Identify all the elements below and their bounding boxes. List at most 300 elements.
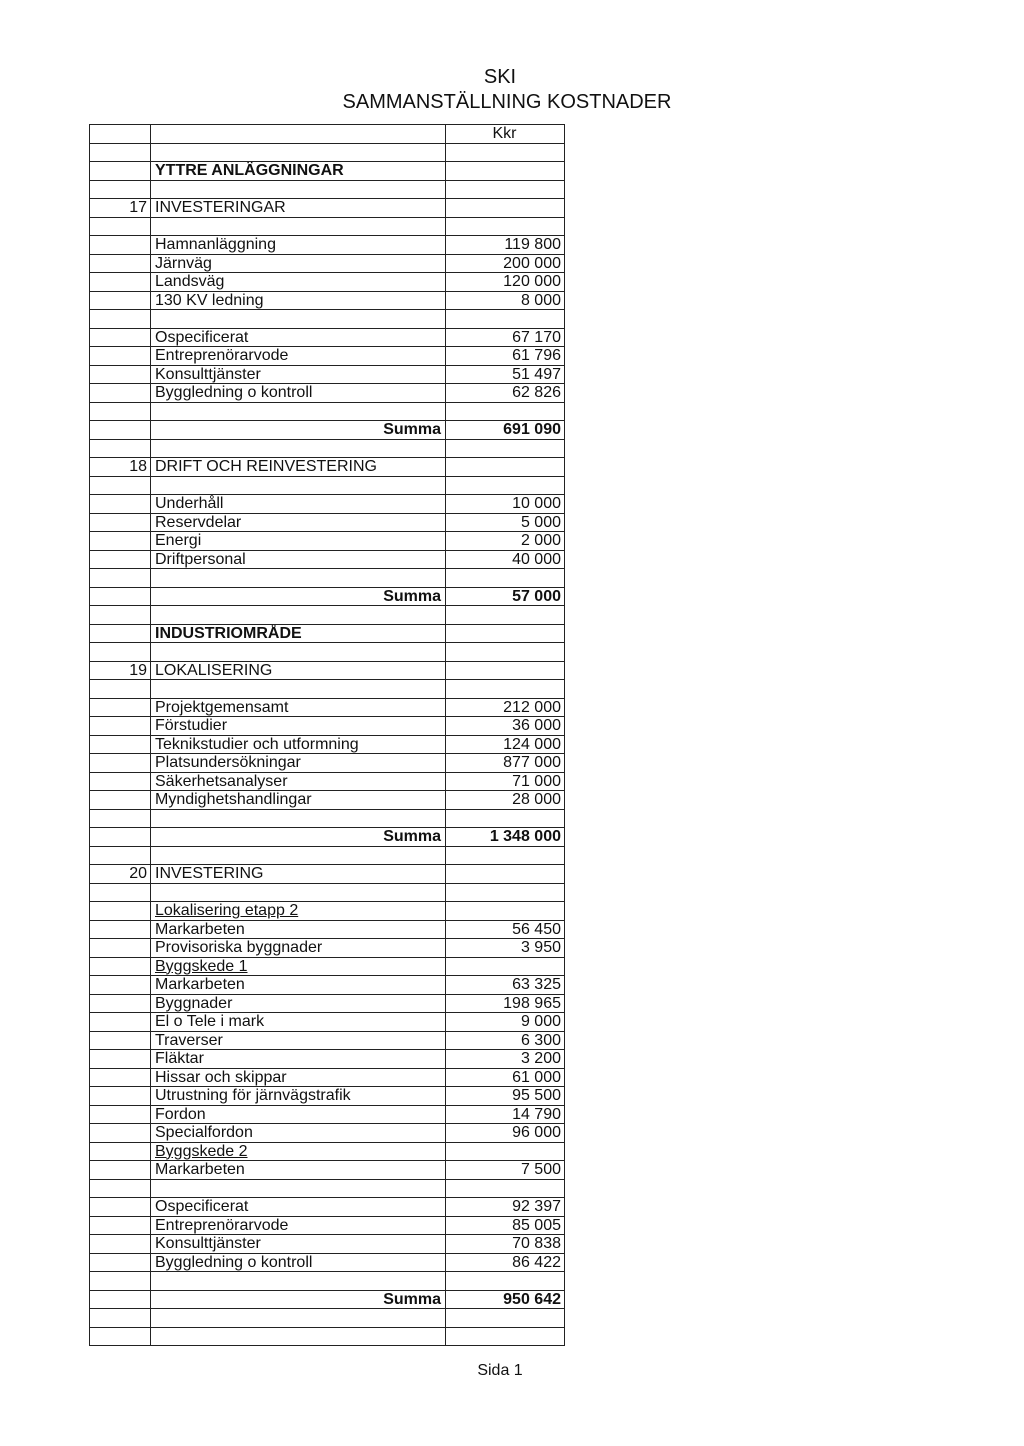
row-label <box>151 532 446 551</box>
unit-header-row <box>90 125 565 144</box>
row-label <box>151 1216 446 1235</box>
blank-row <box>90 439 565 458</box>
amount-value: 212 000 <box>446 698 565 717</box>
table-row <box>90 735 565 754</box>
account-code <box>90 439 151 458</box>
row-label-text: Markarbeten <box>155 976 245 994</box>
table-row <box>90 791 565 810</box>
account-code <box>90 717 151 736</box>
row-label-text: LOKALISERING <box>155 661 273 679</box>
sum-value: 1 348 000 <box>446 828 565 847</box>
row-label-text: Entreprenörarvode <box>155 347 289 365</box>
amount-value: 198 965 <box>446 994 565 1013</box>
row-label <box>151 199 446 218</box>
blank-row <box>90 217 565 236</box>
account-code <box>90 1198 151 1217</box>
row-label <box>151 1161 446 1180</box>
table-row <box>90 1013 565 1032</box>
amount-value <box>446 217 565 236</box>
amount-value: 61 000 <box>446 1068 565 1087</box>
row-label <box>151 754 446 773</box>
amount-value <box>446 902 565 921</box>
sum-label <box>151 1290 446 1309</box>
row-label-text: Entreprenörarvode <box>155 1216 289 1234</box>
amount-value <box>446 957 565 976</box>
table-row <box>90 365 565 384</box>
row-label <box>151 717 446 736</box>
row-label <box>151 957 446 976</box>
table-row <box>90 254 565 273</box>
row-label-text: INDUSTRIOMRÅDE <box>155 624 302 642</box>
amount-value: 14 790 <box>446 1105 565 1124</box>
amount-value: 71 000 <box>446 772 565 791</box>
blank-row <box>90 846 565 865</box>
row-label-text: DRIFT OCH REINVESTERING <box>155 458 377 476</box>
row-label <box>151 1105 446 1124</box>
table-row <box>90 976 565 995</box>
row-label-text: Byggskede 2 <box>155 1142 248 1160</box>
row-label <box>151 162 446 181</box>
account-code <box>90 994 151 1013</box>
row-label-text: Markarbeten <box>155 920 245 938</box>
row-label <box>151 143 446 162</box>
subheading-row <box>90 957 565 976</box>
row-label-text: Myndighetshandlingar <box>155 791 312 809</box>
account-code <box>90 754 151 773</box>
amount-value: 124 000 <box>446 735 565 754</box>
account-code <box>90 624 151 643</box>
row-label <box>151 735 446 754</box>
amount-value <box>446 439 565 458</box>
amount-value: 70 838 <box>446 1235 565 1254</box>
table-row <box>90 1253 565 1272</box>
amount-value <box>446 661 565 680</box>
blank-row <box>90 809 565 828</box>
amount-value: 877 000 <box>446 754 565 773</box>
row-label-text: 130 KV ledning <box>155 291 264 309</box>
table-row <box>90 1198 565 1217</box>
sum-row <box>90 587 565 606</box>
amount-value: 8 000 <box>446 291 565 310</box>
row-label <box>151 1309 446 1328</box>
account-code <box>90 1068 151 1087</box>
table-row <box>90 513 565 532</box>
row-label-text: Järnväg <box>155 254 212 272</box>
amount-value: 96 000 <box>446 1124 565 1143</box>
blank-row <box>90 569 565 588</box>
blank-row <box>90 1309 565 1328</box>
amount-value: 40 000 <box>446 550 565 569</box>
row-label-text: Byggskede 1 <box>155 957 248 975</box>
row-label <box>151 680 446 699</box>
amount-value: 3 200 <box>446 1050 565 1069</box>
row-label <box>151 994 446 1013</box>
amount-value: 28 000 <box>446 791 565 810</box>
sum-row <box>90 421 565 440</box>
amount-value: 10 000 <box>446 495 565 514</box>
row-label <box>151 624 446 643</box>
account-code <box>90 421 151 440</box>
amount-value <box>446 643 565 662</box>
row-label <box>151 1235 446 1254</box>
row-label <box>151 513 446 532</box>
row-label-text: Hamnanläggning <box>155 236 276 254</box>
amount-value: 86 422 <box>446 1253 565 1272</box>
row-label-text: Provisoriska byggnader <box>155 939 323 957</box>
row-label <box>151 495 446 514</box>
table-row <box>90 754 565 773</box>
amount-value <box>446 809 565 828</box>
amount-value: 63 325 <box>446 976 565 995</box>
row-label <box>151 458 446 477</box>
account-code <box>90 384 151 403</box>
amount-value: 36 000 <box>446 717 565 736</box>
table-row <box>90 1161 565 1180</box>
row-label-text: Summa <box>383 421 441 439</box>
amount-value: 51 497 <box>446 365 565 384</box>
row-label <box>151 976 446 995</box>
row-label-text: INVESTERING <box>155 865 264 883</box>
row-label-text: Markarbeten <box>155 1161 245 1179</box>
row-label-text: Hissar och skippar <box>155 1068 287 1086</box>
table-row <box>90 772 565 791</box>
amount-value <box>446 1272 565 1291</box>
account-code <box>90 162 151 181</box>
row-label <box>151 1272 446 1291</box>
table-row <box>90 291 565 310</box>
account-code <box>90 1272 151 1291</box>
amount-value: 3 950 <box>446 939 565 958</box>
row-label <box>151 550 446 569</box>
category-row <box>90 661 565 680</box>
account-code <box>90 365 151 384</box>
blank-row <box>90 643 565 662</box>
account-code <box>90 1050 151 1069</box>
row-label-text: Fläktar <box>155 1050 204 1068</box>
amount-value: 62 826 <box>446 384 565 403</box>
amount-value <box>446 1142 565 1161</box>
row-label-text: Lokalisering etapp 2 <box>155 902 299 920</box>
amount-value <box>446 569 565 588</box>
table-row <box>90 698 565 717</box>
table-row <box>90 1124 565 1143</box>
account-code <box>90 735 151 754</box>
row-label-text: Landsväg <box>155 273 225 291</box>
account-code <box>90 532 151 551</box>
table-row <box>90 994 565 1013</box>
account-code <box>90 143 151 162</box>
table-row <box>90 920 565 939</box>
account-code <box>90 513 151 532</box>
account-code <box>90 587 151 606</box>
row-label <box>151 1124 446 1143</box>
amount-value: 61 796 <box>446 347 565 366</box>
table-row <box>90 1216 565 1235</box>
row-label <box>151 1253 446 1272</box>
category-row <box>90 199 565 218</box>
amount-value <box>446 162 565 181</box>
row-label <box>151 402 446 421</box>
category-row <box>90 458 565 477</box>
row-label <box>151 1142 446 1161</box>
row-label <box>151 476 446 495</box>
row-label-text: Energi <box>155 532 202 550</box>
row-label-text: Platsundersökningar <box>155 754 301 772</box>
amount-value: 119 800 <box>446 236 565 255</box>
row-label-text: YTTRE ANLÄGGNINGAR <box>155 162 344 180</box>
blank-row <box>90 310 565 329</box>
amount-value: 7 500 <box>446 1161 565 1180</box>
account-code <box>90 550 151 569</box>
blank-row <box>90 883 565 902</box>
account-code <box>90 217 151 236</box>
sum-row <box>90 1290 565 1309</box>
row-label <box>151 217 446 236</box>
row-label <box>151 291 446 310</box>
account-code <box>90 236 151 255</box>
account-code: 18 <box>90 458 151 477</box>
subheading-row <box>90 902 565 921</box>
account-code <box>90 1179 151 1198</box>
amount-value <box>446 846 565 865</box>
account-code <box>90 1253 151 1272</box>
sum-value: 57 000 <box>446 587 565 606</box>
row-label <box>151 809 446 828</box>
row-label-text: Driftpersonal <box>155 550 246 568</box>
row-label <box>151 661 446 680</box>
account-code <box>90 791 151 810</box>
cost-table-body <box>90 125 565 1346</box>
table-row <box>90 1031 565 1050</box>
table-row <box>90 384 565 403</box>
row-label-text: Summa <box>383 828 441 846</box>
account-code <box>90 1013 151 1032</box>
account-code <box>90 310 151 329</box>
account-code <box>90 957 151 976</box>
row-label <box>151 698 446 717</box>
row-label <box>151 328 446 347</box>
blank-row <box>90 1179 565 1198</box>
row-label <box>151 310 446 329</box>
account-code: 17 <box>90 199 151 218</box>
amount-value <box>446 402 565 421</box>
account-code <box>90 291 151 310</box>
amount-value: 120 000 <box>446 273 565 292</box>
blank-row <box>90 606 565 625</box>
account-code <box>90 1105 151 1124</box>
row-label <box>151 1179 446 1198</box>
account-code <box>90 1031 151 1050</box>
account-code <box>90 976 151 995</box>
sum-label <box>151 587 446 606</box>
table-row <box>90 1235 565 1254</box>
account-code <box>90 643 151 662</box>
amount-value: 200 000 <box>446 254 565 273</box>
amount-value <box>446 1327 565 1346</box>
row-label <box>151 643 446 662</box>
subheading-row <box>90 1142 565 1161</box>
account-code <box>90 1327 151 1346</box>
account-code: 19 <box>90 661 151 680</box>
amount-value: 2 000 <box>446 532 565 551</box>
blank-row <box>90 180 565 199</box>
account-code <box>90 809 151 828</box>
account-code <box>90 939 151 958</box>
table-row <box>90 532 565 551</box>
row-label <box>151 1068 446 1087</box>
row-label <box>151 1327 446 1346</box>
unit-label: Kkr <box>446 125 565 144</box>
sum-value: 691 090 <box>446 421 565 440</box>
amount-value <box>446 310 565 329</box>
account-code <box>90 328 151 347</box>
row-label-text: Reservdelar <box>155 513 242 531</box>
table-row <box>90 347 565 366</box>
account-code <box>90 495 151 514</box>
row-label <box>151 1031 446 1050</box>
table-row <box>90 328 565 347</box>
amount-value <box>446 458 565 477</box>
blank-row <box>90 143 565 162</box>
amount-value: 67 170 <box>446 328 565 347</box>
row-label <box>151 1050 446 1069</box>
row-label-text: Fordon <box>155 1105 206 1123</box>
table-row <box>90 273 565 292</box>
row-label-text: Konsulttjänster <box>155 365 261 383</box>
table-row <box>90 717 565 736</box>
amount-value: 95 500 <box>446 1087 565 1106</box>
row-label <box>151 772 446 791</box>
account-code <box>90 476 151 495</box>
row-label <box>151 236 446 255</box>
amount-value: 92 397 <box>446 1198 565 1217</box>
account-code <box>90 698 151 717</box>
row-label <box>151 902 446 921</box>
page-number: Sida 1 <box>477 1362 523 1379</box>
row-label <box>151 1013 446 1032</box>
row-label <box>151 846 446 865</box>
cost-summary-sheet <box>89 124 565 1346</box>
amount-value <box>446 865 565 884</box>
blank-row <box>90 476 565 495</box>
amount-value <box>446 1179 565 1198</box>
blank-row <box>90 680 565 699</box>
row-label-text: Säkerhetsanalyser <box>155 772 288 790</box>
row-label <box>151 1087 446 1106</box>
row-label <box>151 606 446 625</box>
row-label-text: Förstudier <box>155 717 228 735</box>
table-row <box>90 939 565 958</box>
code-cell <box>90 125 151 144</box>
account-code <box>90 1309 151 1328</box>
row-label <box>151 347 446 366</box>
account-code <box>90 273 151 292</box>
row-label-text: Summa <box>383 1290 441 1308</box>
row-label <box>151 865 446 884</box>
category-row <box>90 865 565 884</box>
account-code <box>90 1161 151 1180</box>
table-row <box>90 495 565 514</box>
account-code <box>90 1216 151 1235</box>
account-code <box>90 254 151 273</box>
row-label <box>151 384 446 403</box>
row-label-text: Byggledning o kontroll <box>155 1253 313 1271</box>
account-code <box>90 846 151 865</box>
amount-value <box>446 180 565 199</box>
row-label-text: Underhåll <box>155 495 224 513</box>
row-label-text: El o Tele i mark <box>155 1013 265 1031</box>
organization-heading: SKI <box>483 66 517 88</box>
table-row <box>90 236 565 255</box>
row-label <box>151 569 446 588</box>
row-label-text: Traverser <box>155 1031 223 1049</box>
amount-value: 6 300 <box>446 1031 565 1050</box>
account-code <box>90 569 151 588</box>
account-code <box>90 902 151 921</box>
row-label-text: INVESTERINGAR <box>155 199 286 217</box>
amount-value <box>446 1309 565 1328</box>
account-code <box>90 680 151 699</box>
row-label-text: Konsulttjänster <box>155 1235 261 1253</box>
row-label <box>151 365 446 384</box>
amount-value <box>446 680 565 699</box>
row-label-text: Projektgemensamt <box>155 698 289 716</box>
label-cell <box>151 125 446 144</box>
sum-value: 950 642 <box>446 1290 565 1309</box>
amount-value <box>446 624 565 643</box>
amount-value: 5 000 <box>446 513 565 532</box>
row-label-text: Teknikstudier och utformning <box>155 735 359 753</box>
table-row <box>90 1105 565 1124</box>
blank-row <box>90 1272 565 1291</box>
account-code <box>90 180 151 199</box>
row-label <box>151 920 446 939</box>
account-code <box>90 1087 151 1106</box>
account-code <box>90 920 151 939</box>
section-row <box>90 162 565 181</box>
row-label <box>151 439 446 458</box>
amount-value <box>446 883 565 902</box>
amount-value: 9 000 <box>446 1013 565 1032</box>
account-code <box>90 1142 151 1161</box>
row-label-text: Byggledning o kontroll <box>155 384 313 402</box>
document-title: SAMMANSTÄLLNING KOSTNADER <box>342 91 672 113</box>
row-label <box>151 939 446 958</box>
account-code <box>90 883 151 902</box>
cost-table <box>89 124 565 1346</box>
row-label-text: Summa <box>383 587 441 605</box>
sum-label <box>151 828 446 847</box>
amount-value <box>446 606 565 625</box>
account-code <box>90 1124 151 1143</box>
table-row <box>90 550 565 569</box>
table-row <box>90 1068 565 1087</box>
row-label-text: Specialfordon <box>155 1124 253 1142</box>
row-label <box>151 273 446 292</box>
row-label <box>151 180 446 199</box>
blank-row <box>90 1327 565 1346</box>
row-label <box>151 1198 446 1217</box>
account-code <box>90 402 151 421</box>
account-code <box>90 606 151 625</box>
table-row <box>90 1050 565 1069</box>
sum-label <box>151 421 446 440</box>
table-row <box>90 1087 565 1106</box>
row-label <box>151 254 446 273</box>
account-code <box>90 1290 151 1309</box>
row-label <box>151 791 446 810</box>
blank-row <box>90 402 565 421</box>
